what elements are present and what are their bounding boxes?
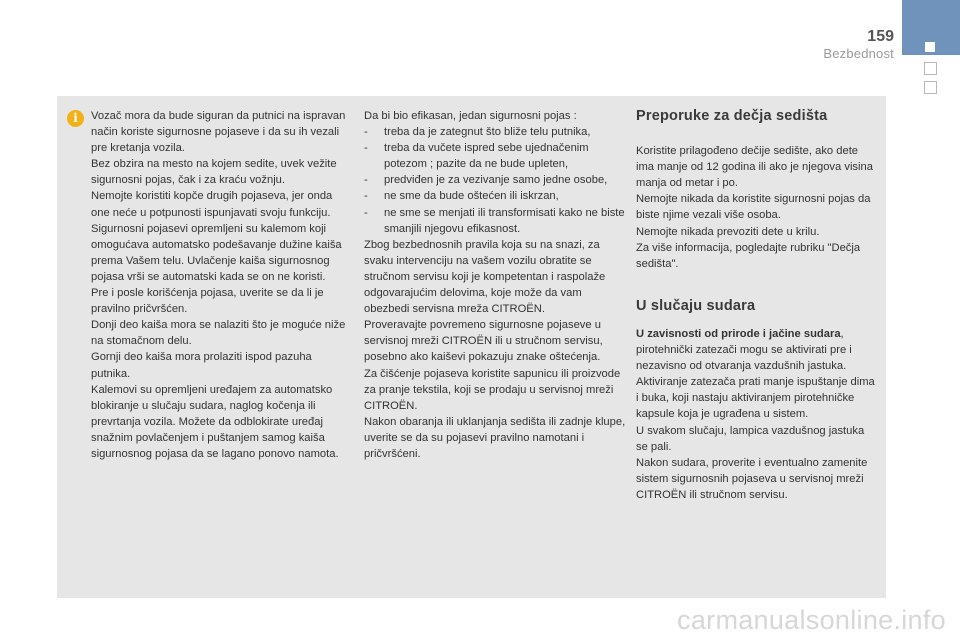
info-icon: i [67, 110, 84, 127]
chapter-tab-active [902, 0, 960, 55]
paragraph: Sigurnosni pojasevi opremljeni su kalemom koji omogućava automatsko podešavanje dužine kaiša prema Vašem telu. Uvlačenje kaiša sigurnosnog pojasa vrši se automatski kada se on ne koristi. [91, 222, 342, 283]
heading-child-seats: Preporuke za dečja sedišta [636, 108, 828, 124]
list-item: - predviđen je za vezivanje samo jedne osobe, [364, 172, 626, 188]
paragraph: Kalemovi su opremljeni uređajem za automatsko blokiranje u slučaju sudara, naglog kočenja ili prevrtanja vozila. Možete da odblokirate uređaj snažnim povlačenjem i puštanjem samog kaiša sigurnosnog pojasa da se lagano ponovo namota. [91, 383, 339, 460]
paragraph: Nemojte koristiti kopče drugih pojaseva, jer onda one neće u potpunosti ispunjavati svoju funkciju. [91, 190, 333, 219]
chapter-tab-box [924, 81, 937, 94]
list-item: - ne sme da bude oštećen ili iskrzan, [364, 188, 626, 204]
paragraph: Vozač mora da bude siguran da putnici na ispravan način koriste sigurnosne pojaseve i da su ih vezali pre kretanja vozila. [91, 110, 346, 155]
paragraph: Koristite prilagođeno dečije sedište, ako dete ima manje od 12 godina ili ako je njegova visina manja od metar i po. Nemojte nikada da koristite sigurnosni pojas da biste njime vezali više osoba. Nemojte nikada prevoziti dete u krilu. Za više informacija, pogledajte rubriku "Dečja sedišta". [636, 145, 873, 270]
requirements-list [364, 124, 626, 237]
list-item: - treba da je zategnut što bliže telu putnika, [364, 124, 626, 140]
column-seatbelt-efficiency [364, 108, 626, 462]
lead-rest: , pirotehnički zatezači mogu se aktivirati pre i nezavisno od otvaranja vazdušnih jastuka. Aktiviranje zatezača prati manje ispuštanje dima i buka, koji nastaju aktiviranjem pirotehničke kapsule koja je ugrađena u sistem. [636, 327, 875, 421]
heading-collision: U slučaju sudara [636, 297, 756, 314]
paragraph: Donji deo kaiša mora se nalaziti što je moguće niže na stomačnom delu. [91, 319, 346, 348]
paragraph: Gornji deo kaiša mora prolaziti ispod pazuha putnika. [91, 351, 312, 380]
paragraph: U svakom slučaju, lampica vazdušnog jastuka se pali. Nakon sudara, proverite i eventualno zamenite sistem sigurnosnih pojaseva u servisnoj mreži CITROËN ili stručnom servisu. [636, 424, 868, 501]
paragraph: Pre i posle korišćenja pojasa, uverite se da li je pravilno pričvršćen. [91, 287, 324, 316]
paragraph: Proveravajte povremeno sigurnosne pojaseve u servisnoj mreži CITROËN ili u stručnom servisu, posebno ako kaiševi pokazuju znake oštećenja. [364, 319, 603, 364]
section-title: Bezbednost [823, 46, 894, 61]
paragraph [636, 326, 876, 423]
list-item: - treba da vučete ispred sebe ujednačenim potezom ; pazite da ne bude upleten, [364, 140, 626, 172]
chapter-tab-box [924, 62, 937, 75]
list-intro: Da bi bio efikasan, jedan sigurnosni pojas : [364, 110, 577, 122]
paragraph: Bez obzira na mesto na kojem sedite, uvek vežite sigurnosni pojas, čak i za kraću vožnju. [91, 158, 337, 187]
bold-lead: U zavisnosti od prirode i jačine sudara [636, 327, 841, 340]
column-recommendations [636, 108, 876, 503]
paragraph: Zbog bezbednosnih pravila koja su na snazi, za svaku intervenciju na vašem vozilu obratite se stručnom servisu koji je kompetentan i raspolaže odgovarajućim delovima, koje može da vam obezbedi servisna mreža CITROËN. [364, 238, 606, 316]
list-item: - ne sme se menjati ili transformisati kako ne biste smanjili njegovu efikasnost. [364, 205, 626, 237]
paragraph: Nakon obaranja ili uklanjanja sedišta ili zadnje klupe, uverite se da su pojasevi pravilno namotani i pričvršćeni. [364, 415, 626, 460]
watermark: carmanualsonline.info [677, 605, 946, 635]
column-seatbelt-notes [91, 108, 353, 462]
paragraph: Za čišćenje pojaseva koristite sapunicu ili proizvode za pranje tekstila, koji se prodaju u servisnoj mreži CITROËN. [364, 367, 621, 412]
page-number: 159 [867, 28, 894, 45]
